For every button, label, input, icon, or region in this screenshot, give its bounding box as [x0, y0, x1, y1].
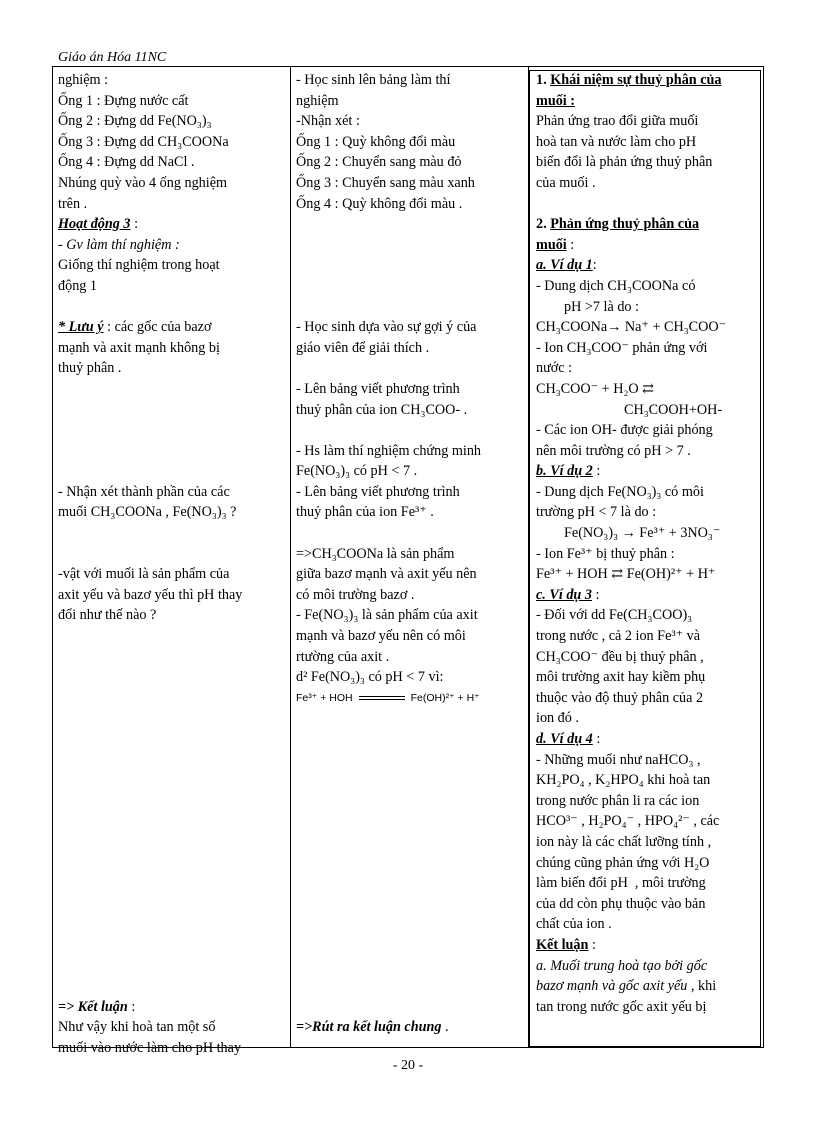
text-span: - Các ion OH- được giải phóng: [536, 422, 713, 439]
text-span: CH₃COONa→ Na⁺ + CH₃COO⁻: [536, 319, 727, 336]
text-span: - Ion CH₃COO⁻ phản ứng với: [536, 339, 708, 356]
text-span: KH₂PO₄ , K₂HPO₄ khi hoà tan: [536, 772, 711, 789]
text-line: [58, 400, 286, 421]
text-span: - Nhận xét thành phần của các: [58, 483, 230, 500]
text-span: môi trường axit hay kiềm phụ: [536, 669, 706, 686]
text-span: nước :: [536, 360, 573, 377]
text-span: - Gv làm thí nghiệm :: [58, 236, 180, 253]
text-line: [58, 235, 286, 256]
text-span: d. Ví dụ 4: [536, 731, 593, 747]
text-span: - Học sinh dựa vào sự gợi ý của: [296, 319, 477, 336]
text-line: [58, 297, 286, 318]
text-line: [58, 832, 286, 853]
blank-line: [296, 708, 524, 729]
text-suffix: :: [588, 936, 596, 953]
equation-right: Fe(OH)²⁺ + H⁺: [410, 691, 480, 704]
text-line: [296, 461, 524, 482]
text-span: thuỷ phân .: [58, 360, 122, 377]
text-line: [296, 317, 524, 338]
text-line: [296, 214, 524, 235]
text-line: [296, 276, 524, 297]
text-span: - Dung dịch Fe(NO₃)₃ có môi: [536, 483, 704, 500]
text-span: đổi như thế nào ?: [58, 607, 157, 624]
text-span: Fe(NO₃)₃ → Fe³⁺ + 3NO₃⁻: [564, 525, 721, 542]
conclusion-text: =>Rút ra kết luận chung: [296, 1019, 442, 1036]
text-span: Ống 1 : Quỳ không đổi màu: [296, 133, 456, 150]
text-span: Ống 4 : Đựng dd NaCl .: [58, 154, 195, 171]
text-span: Ống 1 : Đựng nước cất: [58, 92, 189, 109]
text-span: -vật với muối là sản phẩm của: [58, 566, 230, 583]
text-line: [58, 605, 286, 626]
blank-line: [296, 750, 524, 771]
text-line: [58, 626, 286, 647]
text-line: [58, 173, 286, 194]
text-span: a. Ví dụ 1: [536, 257, 593, 274]
blank-line: [296, 853, 524, 874]
text-span: - Hs làm thí nghiệm chứng minh: [296, 442, 482, 459]
text-line: [58, 420, 286, 441]
text-span: biến đổi là phản ứng thuỷ phân: [536, 154, 713, 171]
text-span: - Học sinh lên bảng làm thí: [296, 72, 451, 88]
text-line: [296, 173, 524, 194]
blank-line: [296, 873, 524, 894]
text-line: [58, 564, 286, 585]
text-line: [58, 956, 286, 977]
text-span: của muối .: [536, 174, 596, 191]
blank-line: [296, 894, 524, 915]
blank-line: [296, 729, 524, 750]
text-span: nghiệm: [296, 92, 339, 109]
text-line: [58, 976, 286, 997]
text-span: CH₃COO⁻ + H₂O ⇄: [536, 380, 655, 397]
text-line: [58, 873, 286, 894]
text-span: 2.: [536, 216, 551, 233]
blank-line: [296, 956, 524, 977]
text-span: của dd còn phụ thuộc vào bản: [536, 895, 706, 912]
text-span: * Lưu ý: [58, 319, 104, 336]
heading-text: Khái niệm sự thuỷ phân của: [550, 72, 722, 88]
text-line: [58, 997, 286, 1018]
text-span: trong nước phân li ra các ion: [536, 792, 700, 809]
text-line: [58, 482, 286, 503]
text-suffix: :: [592, 731, 601, 747]
text-suffix: :: [127, 998, 136, 1015]
blank-line: [296, 791, 524, 812]
text-line: [58, 544, 286, 565]
text-line: [58, 585, 286, 606]
conclusion-suffix: .: [441, 1019, 449, 1036]
text-span: có môi trường bazơ .: [296, 586, 415, 603]
text-span: muối: [536, 236, 567, 253]
text-span: Giống thí nghiệm trong hoạt: [58, 257, 220, 274]
text-line: [58, 770, 286, 791]
text-line: [58, 853, 286, 874]
student-activity-column: [291, 67, 529, 1047]
equation-left: Fe³⁺ + HOH: [296, 691, 353, 704]
text-span: bazơ mạnh và gốc axit yếu: [536, 978, 688, 995]
text-line: [58, 276, 286, 297]
blank-line: [296, 997, 524, 1018]
text-span: pH >7 là do :: [564, 298, 639, 315]
text-span: rtường của axit .: [296, 648, 390, 665]
text-span: c. Ví dụ 3: [536, 586, 592, 603]
text-span: Như vậy khi hoà tan một số: [58, 1019, 216, 1036]
text-line: [58, 688, 286, 709]
text-line: [58, 441, 286, 462]
text-span: ion đó .: [536, 710, 579, 727]
text-line: [296, 544, 524, 565]
text-line: [296, 564, 524, 585]
text-span: -Nhận xét :: [296, 113, 360, 130]
text-span: muối :: [536, 92, 576, 109]
text-suffix: :: [566, 236, 575, 253]
text-line: [296, 605, 524, 626]
text-line: [58, 317, 286, 338]
text-span: 1.: [536, 72, 551, 88]
text-line: [296, 441, 524, 462]
text-line: [296, 255, 524, 276]
text-span: Fe(NO₃)₃ có pH < 7 .: [296, 463, 418, 480]
text-line: [296, 91, 524, 112]
text-line: [58, 935, 286, 956]
text-line: [58, 502, 286, 523]
text-span: Hoạt động 3: [58, 216, 131, 233]
text-line: [296, 194, 524, 215]
text-span: HCO³⁻ , H₂PO₄⁻ , HPO₄²⁻ , các: [536, 813, 720, 830]
text-line: [296, 235, 524, 256]
document-header: Giáo án Hóa 11NC: [58, 50, 167, 65]
blank-line: [296, 935, 524, 956]
text-suffix: :: [592, 463, 601, 480]
text-span: giữa bazơ mạnh và axit yếu nên: [296, 566, 477, 583]
text-span: Ống 2 : Chuyển sang màu đỏ: [296, 154, 462, 171]
text-suffix: :: [592, 257, 597, 274]
text-span: tan trong nước gốc axit yếu bị: [536, 998, 707, 1015]
text-line: [58, 894, 286, 915]
text-line: [58, 152, 286, 173]
text-span: làm biến đổi pH , môi trường: [536, 875, 706, 892]
text-line: [58, 729, 286, 750]
text-line: [58, 523, 286, 544]
text-span: chúng cũng phản ứng với H₂O: [536, 854, 710, 871]
text-line: [296, 523, 524, 544]
text-line: [58, 461, 286, 482]
text-line: [58, 358, 286, 379]
blank-line: [296, 811, 524, 832]
text-line: [296, 358, 524, 379]
text-span: Ống 4 : Quỳ không đổi màu .: [296, 195, 463, 212]
text-span: CH₃COOH+OH-: [624, 401, 723, 418]
text-line: [58, 708, 286, 729]
text-span: Nhúng quỳ vào 4 ống nghiệm: [58, 174, 228, 191]
text-line: [296, 152, 524, 173]
text-span: - Đối với dd Fe(CH₃COO)₃: [536, 607, 693, 624]
text-line: [296, 626, 524, 647]
text-span: động 1: [58, 277, 98, 294]
text-line: [296, 667, 524, 688]
text-line: [58, 791, 286, 812]
text-suffix: : các gốc của bazơ: [103, 319, 212, 336]
text-line: [296, 647, 524, 668]
text-span: a. Muối trung hoà tạo bởi gốc: [536, 957, 708, 974]
text-span: giáo viên để giải thích .: [296, 339, 430, 356]
text-span: hoà tan và nước làm cho pH: [536, 133, 697, 150]
text-line: [58, 111, 286, 132]
text-line: [296, 482, 524, 503]
hydrolysis-equation: [296, 688, 524, 709]
text-span: - Những muối như naHCO₃ ,: [536, 751, 701, 768]
text-span: CH₃COO⁻ đều bị thuỷ phân ,: [536, 648, 704, 665]
text-line: [58, 1038, 286, 1059]
text-line: [58, 811, 286, 832]
text-span: thuộc vào độ thuỷ phân của 2: [536, 689, 704, 706]
text-span: - Dung dịch CH₃COONa có: [536, 277, 696, 294]
content-box-frame: [529, 70, 761, 1047]
text-span: muối vào nước làm cho pH thay: [58, 1039, 242, 1056]
text-line: [296, 338, 524, 359]
text-suffix: , khi: [687, 978, 717, 995]
text-span: - Fe(NO₃)₃ là sản phẩm của axit: [296, 607, 478, 624]
text-line: [58, 750, 286, 771]
blank-line: [296, 832, 524, 853]
text-line: [58, 379, 286, 400]
text-span: trên .: [58, 195, 88, 212]
text-span: mạnh và axit mạnh không bị: [58, 339, 220, 356]
text-line: [296, 400, 524, 421]
text-span: =>CH₃COONa là sản phẩm: [296, 545, 455, 562]
text-span: Fe³⁺ + HOH ⇄ Fe(OH)²⁺ + H⁺: [536, 566, 716, 583]
text-span: nghiệm :: [58, 72, 109, 88]
text-line: [296, 70, 524, 91]
text-span: d² Fe(NO₃)₃ có pH < 7 vì:: [296, 669, 444, 686]
text-line: [296, 379, 524, 400]
text-span: Ống 3 : Chuyển sang màu xanh: [296, 174, 475, 191]
text-line: [58, 338, 286, 359]
blank-line: [296, 976, 524, 997]
text-span: muối CH₃COONa , Fe(NO₃)₃ ?: [58, 504, 237, 521]
text-line: [58, 132, 286, 153]
text-span: Kết luận: [536, 936, 589, 953]
text-span: Ống 2 : Đựng dd Fe(NO₃)₃: [58, 113, 212, 130]
text-span: nên môi trường có pH > 7 .: [536, 442, 691, 459]
text-line: [58, 70, 286, 91]
text-suffix: :: [130, 216, 139, 233]
text-line: [296, 132, 524, 153]
text-span: chất của ion .: [536, 916, 612, 933]
text-line: [58, 647, 286, 668]
heading-text: Phản ứng thuỷ phân của: [550, 216, 700, 233]
text-line: [58, 255, 286, 276]
text-span: b. Ví dụ 2: [536, 463, 593, 480]
text-span: - Lên bảng viết phương trình: [296, 483, 460, 500]
teacher-activity-column: [53, 67, 291, 1056]
text-span: axit yếu và bazơ yếu thì pH thay: [58, 586, 243, 603]
text-span: thuỷ phân của ion CH₃COO- .: [296, 401, 468, 418]
equilibrium-arrow-icon: [359, 693, 405, 703]
text-line: [296, 111, 524, 132]
text-span: - Lên bảng viết phương trình: [296, 380, 460, 397]
text-span: Phản ứng trao đổi giữa muối: [536, 113, 699, 130]
text-line: [296, 420, 524, 441]
blank-line: [296, 914, 524, 935]
blank-line: [296, 770, 524, 791]
page-number: - 20 -: [392, 1058, 424, 1073]
text-line: [296, 585, 524, 606]
conclusion-line: [296, 1017, 524, 1038]
text-span: => Kết luận: [58, 998, 128, 1015]
text-span: mạnh và bazơ yếu nên có môi: [296, 628, 466, 645]
text-line: [58, 91, 286, 112]
text-suffix: :: [591, 586, 600, 603]
text-line: [58, 1017, 286, 1038]
text-line: [296, 502, 524, 523]
text-line: [296, 297, 524, 318]
text-span: - Ion Fe³⁺ bị thuỷ phân :: [536, 545, 675, 562]
text-span: ion này là các chất lưỡng tính ,: [536, 833, 712, 850]
text-span: trong nước , cả 2 ion Fe³⁺ và: [536, 628, 701, 645]
text-line: [58, 914, 286, 935]
text-line: [58, 194, 286, 215]
text-span: trường pH < 7 là do :: [536, 504, 657, 521]
text-line: [58, 667, 286, 688]
text-span: Ống 3 : Đựng dd CH₃COONa: [58, 133, 229, 150]
text-line: [58, 214, 286, 235]
text-span: thuỷ phân của ion Fe³⁺ .: [296, 504, 434, 521]
